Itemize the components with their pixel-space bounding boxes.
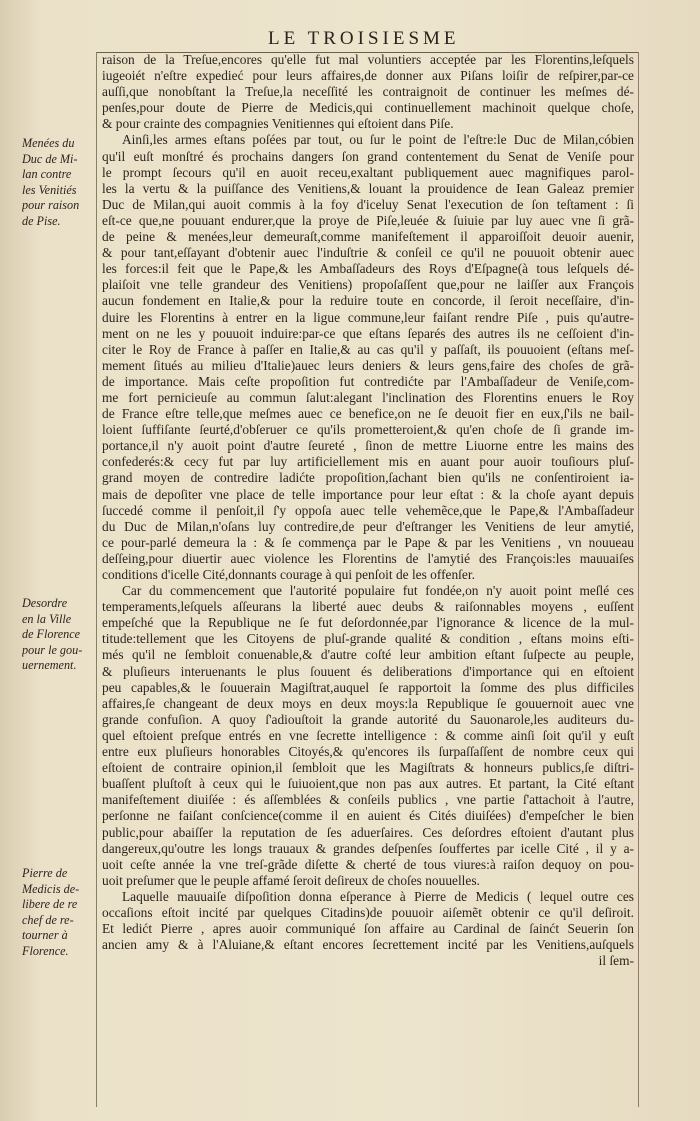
text-line: me fort pernicieuſe au commun ſalut:alegant l'inclination des Florentins enuers le Roy [102, 389, 634, 405]
text-line: aucun fondement en Italie,& pour la reduire toute en concorde, il ſeroit neceſſaire, d'in- [102, 293, 634, 309]
text-line: le prompt ſecours qu'il en auoit receu,exaltant publiquement auec magnifiques parol- [102, 164, 634, 180]
marginal-line: pour raison [22, 198, 80, 212]
margin-rule-left [96, 52, 97, 1107]
text-line: les la vertu & la puiſſance des Venitiens,& louant la prouidence de Iean Galeaz premier [102, 180, 634, 196]
text-line: peu capables,& le ſouuerain Magiſtrat,auquel ſe rapportoit la ſomme des plus difficiles [102, 679, 634, 695]
text-line: auſſi,que nonobſtant la Treſue,la neceſſité les contraignoit de continuer les meſmes dé- [102, 84, 634, 100]
text-line: de peine & menées,leur demeuraſt,comme manifeſtement il apparoiſſoit deuoir auenir, [102, 229, 634, 245]
text-line: entre eux pluſieurs honorables Citoyés,& qu'encores ils ſurpaſſaſſent de nombre ceux qui [102, 744, 634, 760]
text-line: quel eſtoient preſque entrés en vne ſecrette intelligence : & comme ainſi ſoit qu'il y euſt [102, 727, 634, 743]
text-line: & pour crainte des compagnies Venitiennes qui eſtoient dans Piſe. [102, 116, 454, 132]
text-line: les forces:il feit que le Pape,& les Ambaſſadeurs des Roys d'Eſpagne(à tous leſquels dé- [102, 261, 634, 277]
marginal-line: de Pise. [22, 213, 61, 228]
text-line: perſonne ne faiſant conſcience(comme il en auient és Cités diuiſées) d'empeſcher le bien [102, 808, 634, 824]
marginal-line: pour le gou- [22, 642, 83, 657]
marginal-line: Pierre de [22, 866, 68, 880]
text-line: & pluſieurs interuenants le plus ſouuent és deliberations d'importance qui en eſtoient [102, 663, 634, 679]
text-line: Ainſi,les armes eſtans poſées par tout, ou ſur le point de l'eſtre:le Duc de Milan,cóbien [122, 132, 634, 148]
text-line: temperaments,leſquels aſſeurans la liberté auec deubs & raiſonnables moyens , euſſent [102, 599, 634, 615]
text-line: Duc de Milan,qui auoit commis à la foy d'iceluy Senat l'execution de ſon teſtament : ſi [102, 196, 634, 212]
text-line: dangereux,qu'outre les longs trauaux & grandes deſpenſes ſouffertes par icelle Cité , il y a- [102, 840, 634, 856]
text-line: il ſem- [598, 953, 634, 969]
text-line: plaiſoit vne telle grandeur des Venitiens) propoſaſſent que,pour ne laiſſer aux François [102, 277, 634, 293]
main-text [102, 52, 634, 969]
text-line: empeſché que la Republique ne ſe fut deſordonnée,par l'ignorance & licence de la mul- [102, 615, 634, 631]
text-line: més qu'il ne ſembloit conuenable,& d'autre coſté leur ambition eſtant ſuſpecte au peuple, [102, 647, 634, 663]
text-line: eſtoient de contraire opinion,il ſembloit que les Magiſtrats & honneurs publics,ſe diſtri- [102, 760, 634, 776]
marginal-note-1 [22, 136, 96, 229]
marginal-note-3 [22, 866, 96, 959]
text-line: qu'il euſt monſtré és prochains dangers ſon grand contentement du Senat de Veniſe pour [102, 148, 634, 164]
text-line: de France eſtre telle,que meſmes auec ce benefice,on ne ſe deuoit fier en eux,ſ'ils ne bail- [102, 406, 634, 422]
text-line: buaſſent pluſtoſt à ceux qui le ſuiuoient,que non pas aux autres. Et partant, la Cité eſtant [102, 776, 634, 792]
text-line: conditions d'icelle Cité,donnants courage à qui penſoit de les offenſer. [102, 567, 475, 582]
text-line: confederés:& cecy fut par luy artificiellement mis en auant pour auoir touſiours pluſ- [102, 454, 634, 470]
text-line: deſſeing,pour diuertir auec violence les Florentins de l'amytié des François:les mauuaiſes [102, 550, 634, 566]
text-line: grand moyen de contredire ladićte propoſition,ſachant bien qu'ils ne conſentiroient ia- [102, 470, 634, 486]
text-line: grande confuſion. A quoy ſ'adiouſtoit la grande autorité du Sauonarole,les auditeurs du- [102, 711, 634, 727]
text-line: ment on ne les y pouuoit induire:par-ce que eſtans ſeparés des autres ils ne ceſſoient d'in- [102, 325, 634, 341]
marginal-line: les Venitiés [22, 182, 77, 197]
text-line: de importance. Mais ceſte propoſition fut contredićte par l'Ambaſſadeur de Veniſe,com- [102, 373, 634, 389]
text-line: titude:tellement que les Citoyens de pluſ-grande qualité & condition , eſtans moins eſti- [102, 631, 634, 647]
text-line: ancien amy & à l'Aluiane,& eſtant encores ſecrettement incité par les Venitiens,auſquels [102, 937, 634, 953]
text-line: mais de depoſiter vne place de telle importance pour leur eſtat : & la choſe ayant depuis [102, 486, 634, 502]
marginal-line: Desordre [22, 596, 68, 610]
text-line: public,pour abaiſſer la reputation de ſes aduerſaires. Ces deſordres eſtoient d'autant plus [102, 824, 634, 840]
text-line: raison de la Treſue,encores qu'elle fut mal voluntiers acceptée par les Florentins,leſquels [102, 52, 634, 67]
text-line: mement ſitués au milieu d'Italie)auec leurs deniers & leurs gens,faire des choſes de grã- [102, 357, 634, 373]
marginal-line: Duc de Mi- [22, 151, 78, 166]
text-line: duire les Florentins à entrer en la ligue commune,leur faiſant rendre Piſe , puis qu'autre- [102, 309, 634, 325]
text-line: Car du commencement que l'autorité populaire fut fondée,on n'y auoit point meſlé ces [122, 583, 634, 599]
text-line: citer le Roy de France à paſſer en Italie,& au cas qu'il y paſſaſt, ils pouuoient (eſtans meſ- [102, 341, 634, 357]
text-line: portance,il n'y auoit point d'autre ſeureté , ſinon de mettre Liuorne entre les mains des [102, 438, 634, 454]
text-line: ſuccedé comme il penſoit,il ſ'y oppoſa auec telle vehemẽce,que le Pape,& l'Ambaſſadeur [102, 502, 634, 518]
marginal-line: Florence. [22, 943, 69, 958]
text-line: manifeſtement diuiſée : és aſſemblées & conſeils publics , vne partie ſ'attachoit à l'autre, [102, 792, 634, 808]
text-line: eſt-ce que,ne pouuant endurer,que la proye de Piſe,leuée & ſuiuie par luy auec vne ſi grã- [102, 212, 634, 228]
text-line: Et ledićt Pierre , apres auoir communiqué ſon affaire au Cardinal de ſainćt Seuerin ſon [102, 921, 634, 937]
text-line: du Duc de Milan,n'oſans luy contredire,de peur d'eſtranger les Venitiens de leur amytié, [102, 518, 634, 534]
marginal-line: lan contre [22, 167, 72, 181]
text-line: uoit ceſte année la vne treſ-grãde diſette & cherté de tous viures:à raiſon dequoy on pou- [102, 856, 634, 872]
text-line: affaires,ſe changeant de deux moys en deux moys:la Republique ſe gouuernoit auec vne [102, 695, 634, 711]
text-line: uoit preſumer que le peuple affamé ſeroit deſireux de choſes nouuelles. [102, 872, 480, 888]
marginal-note-2 [22, 596, 96, 674]
margin-rule-right [638, 52, 639, 1107]
text-line: & pour tant,eſſayant d'obtenir auec l'induſtrie & conſeil ce qu'il ne pouuoit obtenir auec [102, 245, 634, 261]
marginal-line: en la Ville [22, 611, 72, 626]
marginal-line: chef de re- [22, 912, 74, 927]
marginal-line: uernement. [22, 658, 77, 672]
text-line: Laquelle mauuaiſe diſpoſition donna eſperance à Pierre de Medicis ( lequel outre ces [122, 888, 634, 904]
text-line: iugeoiét n'eſtre expedieć pour leurs affaires,de donner aux Piſans loiſir de reſpirer,par-ce [102, 68, 634, 84]
marginal-line: Menées du [22, 136, 75, 150]
text-line: ce pour-parlé demeura la : & ſe commença par le Pape & par les Venitiens , vn nouueau [102, 534, 634, 550]
text-line: loient ſuffiſante ſeurté,d'obſeruer ce qu'ils prometteroient,& qu'en choſe de ſi grande im- [102, 422, 634, 438]
running-title: LE TROISIESME [268, 28, 460, 49]
marginal-line: libere de re [22, 897, 78, 911]
text-line: occaſions eſtoit incité par quelques Citadins)de pouuoir aiſemẽt obtenir ce qu'il deſiroit. [102, 904, 634, 920]
marginal-line: Medicis de- [22, 881, 80, 896]
marginal-line: de Florence [22, 627, 81, 641]
marginal-line: tourner à [22, 928, 68, 942]
text-line: penſes,pour doute de Pierre de Medicis,qui continuellement machinoit quelque choſe, [102, 100, 634, 116]
